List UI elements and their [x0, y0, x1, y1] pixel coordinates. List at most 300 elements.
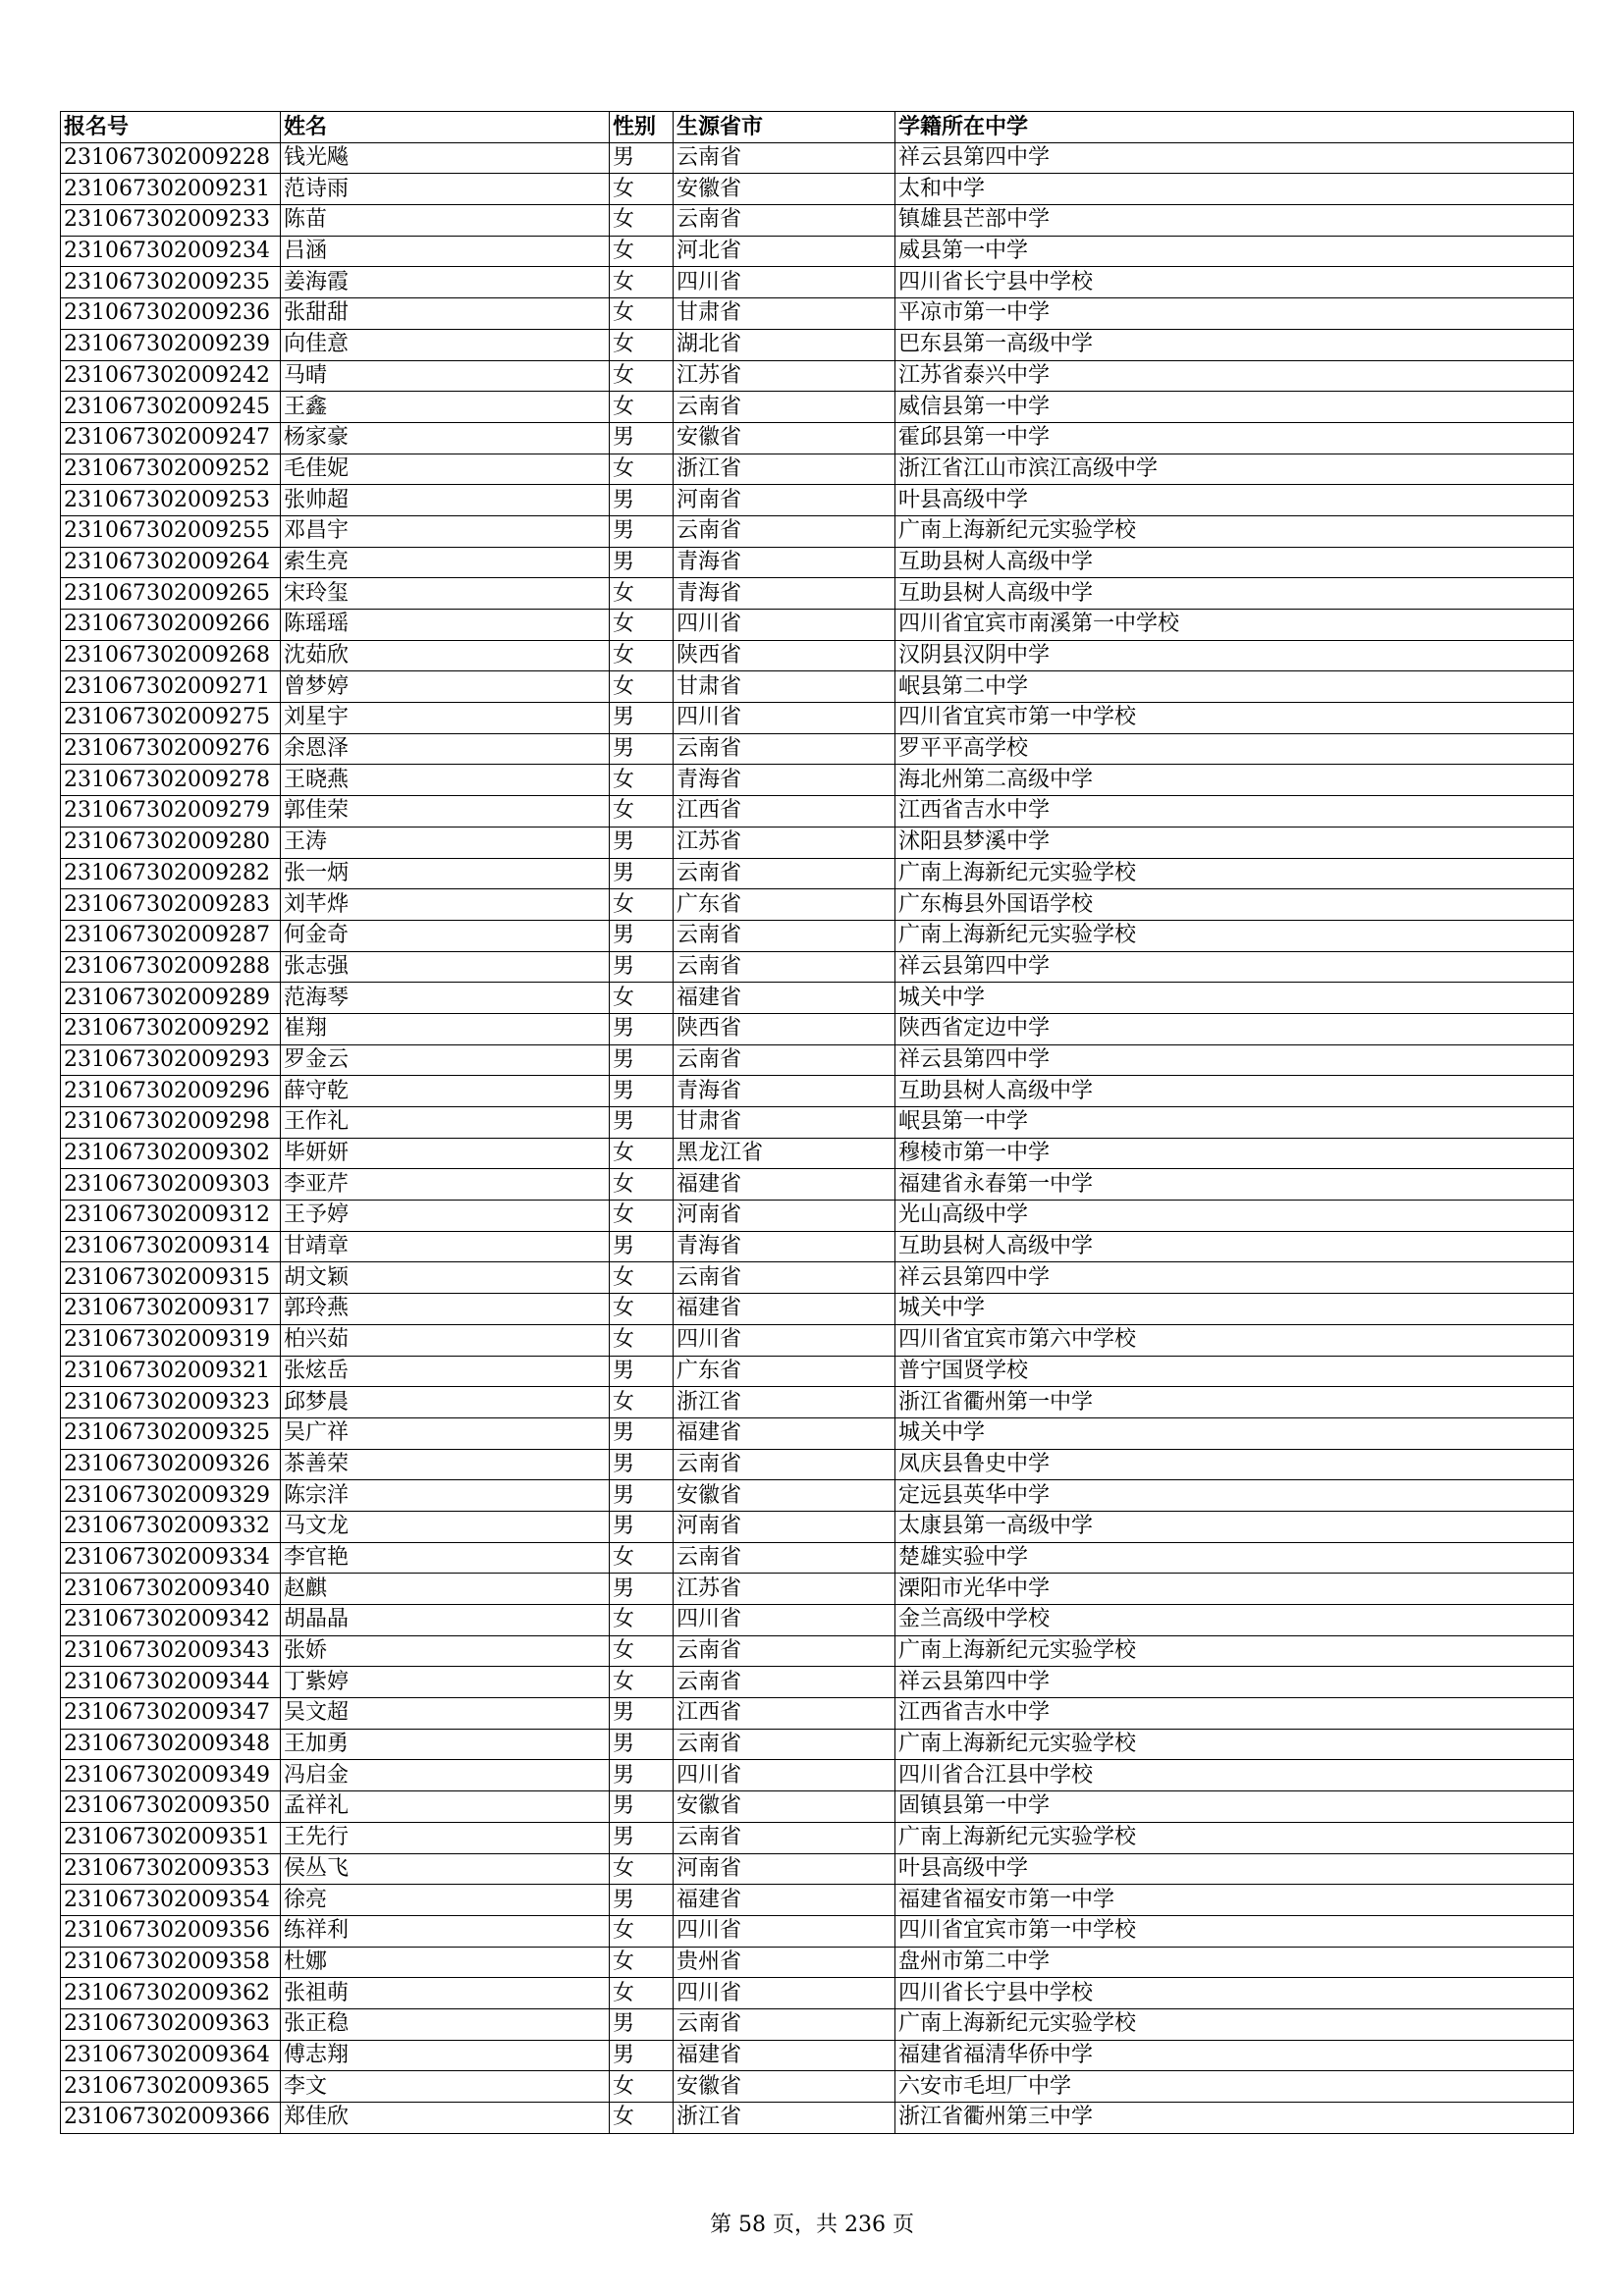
school-cell: 四川省宜宾市南溪第一中学校: [895, 610, 1574, 641]
gender-cell: 女: [610, 765, 674, 796]
province-cell: 甘肃省: [674, 671, 895, 703]
registration-number-cell: 231067302009358: [61, 1947, 281, 1978]
province-cell: 云南省: [674, 1667, 895, 1698]
school-cell: 霍邱县第一中学: [895, 422, 1574, 454]
school-cell: 广南上海新纪元实验学校: [895, 515, 1574, 547]
gender-cell: 男: [610, 547, 674, 578]
gender-cell: 女: [610, 1667, 674, 1698]
registration-number-cell: 231067302009323: [61, 1387, 281, 1418]
registration-number-cell: 231067302009356: [61, 1915, 281, 1947]
table-row: [61, 1294, 1574, 1325]
province-cell: 浙江省: [674, 2103, 895, 2134]
name-cell: 杨家豪: [281, 422, 610, 454]
province-cell: 安徽省: [674, 422, 895, 454]
gender-cell: 女: [610, 1294, 674, 1325]
registration-number-cell: 231067302009282: [61, 858, 281, 889]
gender-cell: 男: [610, 1449, 674, 1480]
name-cell: 王鑫: [281, 392, 610, 423]
province-cell: 四川省: [674, 1324, 895, 1356]
name-cell: 胡文颖: [281, 1262, 610, 1294]
province-cell: 福建省: [674, 1885, 895, 1916]
header-row: [61, 112, 1574, 143]
province-cell: 河南省: [674, 1201, 895, 1232]
gender-cell: 男: [610, 1698, 674, 1730]
school-cell: 叶县高级中学: [895, 1853, 1574, 1885]
table-row: [61, 1324, 1574, 1356]
table-row: [61, 2071, 1574, 2103]
registration-number-cell: 231067302009350: [61, 1791, 281, 1823]
province-cell: 四川省: [674, 610, 895, 641]
province-cell: 四川省: [674, 1915, 895, 1947]
province-cell: 广东省: [674, 1356, 895, 1387]
province-cell: 云南省: [674, 2008, 895, 2040]
gender-cell: 女: [610, 671, 674, 703]
registration-number-cell: 231067302009252: [61, 454, 281, 485]
registration-number-cell: 231067302009245: [61, 392, 281, 423]
province-cell: 云南省: [674, 515, 895, 547]
gender-cell: 女: [610, 1915, 674, 1947]
name-cell: 刘芊烨: [281, 889, 610, 921]
province-cell: 云南省: [674, 858, 895, 889]
registration-number-cell: 231067302009283: [61, 889, 281, 921]
registration-number-cell: 231067302009231: [61, 174, 281, 205]
registration-number-cell: 231067302009312: [61, 1201, 281, 1232]
province-cell: 云南省: [674, 951, 895, 983]
school-cell: 广南上海新纪元实验学校: [895, 920, 1574, 951]
name-cell: 吕涵: [281, 236, 610, 267]
table-row: [61, 951, 1574, 983]
province-cell: 四川省: [674, 1978, 895, 2009]
province-cell: 四川省: [674, 267, 895, 298]
school-cell: 罗平平高学校: [895, 733, 1574, 765]
name-cell: 余恩泽: [281, 733, 610, 765]
gender-cell: 女: [610, 2071, 674, 2103]
school-cell: 溧阳市光华中学: [895, 1574, 1574, 1605]
registration-number-cell: 231067302009228: [61, 142, 281, 174]
registration-number-cell: 231067302009233: [61, 205, 281, 237]
table-row: [61, 703, 1574, 734]
gender-cell: 女: [610, 1542, 674, 1574]
registration-number-cell: 231067302009280: [61, 827, 281, 858]
table-row: [61, 765, 1574, 796]
name-cell: 宋玲玺: [281, 578, 610, 610]
name-cell: 王涛: [281, 827, 610, 858]
name-cell: 向佳意: [281, 329, 610, 360]
province-cell: 云南省: [674, 142, 895, 174]
name-cell: 丁紫婷: [281, 1667, 610, 1698]
gender-cell: 男: [610, 1076, 674, 1107]
gender-cell: 男: [610, 1231, 674, 1262]
gender-cell: 女: [610, 454, 674, 485]
gender-cell: 女: [610, 392, 674, 423]
school-cell: 巴东县第一高级中学: [895, 329, 1574, 360]
registration-number-cell: 231067302009239: [61, 329, 281, 360]
registration-number-cell: 231067302009329: [61, 1480, 281, 1512]
name-cell: 毛佳妮: [281, 454, 610, 485]
table-row: [61, 1574, 1574, 1605]
name-cell: 侯丛飞: [281, 1853, 610, 1885]
registration-number-cell: 231067302009362: [61, 1978, 281, 2009]
school-cell: 城关中学: [895, 1294, 1574, 1325]
registration-number-cell: 231067302009343: [61, 1635, 281, 1667]
registration-number-cell: 231067302009236: [61, 298, 281, 330]
table-row: [61, 1387, 1574, 1418]
name-cell: 杜娜: [281, 1947, 610, 1978]
table-row: [61, 1667, 1574, 1698]
registration-number-cell: 231067302009321: [61, 1356, 281, 1387]
province-cell: 福建省: [674, 983, 895, 1014]
name-cell: 张娇: [281, 1635, 610, 1667]
school-cell: 凤庆县鲁史中学: [895, 1449, 1574, 1480]
province-cell: 江西省: [674, 796, 895, 828]
table-row: [61, 1698, 1574, 1730]
province-cell: 云南省: [674, 920, 895, 951]
name-cell: 罗金云: [281, 1044, 610, 1076]
school-cell: 光山高级中学: [895, 1201, 1574, 1232]
registration-number-cell: 231067302009276: [61, 733, 281, 765]
school-cell: 叶县高级中学: [895, 485, 1574, 516]
gender-cell: 男: [610, 703, 674, 734]
header-gender: 性别: [610, 112, 674, 143]
province-cell: 甘肃省: [674, 1107, 895, 1139]
table-row: [61, 1044, 1574, 1076]
header-registration-number: 报名号: [61, 112, 281, 143]
gender-cell: 男: [610, 1044, 674, 1076]
school-cell: 六安市毛坦厂中学: [895, 2071, 1574, 2103]
name-cell: 薛守乾: [281, 1076, 610, 1107]
school-cell: 广南上海新纪元实验学校: [895, 1729, 1574, 1760]
name-cell: 李亚芹: [281, 1169, 610, 1201]
table-row: [61, 1947, 1574, 1978]
table-row: [61, 920, 1574, 951]
school-cell: 四川省合江县中学校: [895, 1760, 1574, 1791]
table-row: [61, 2040, 1574, 2071]
registration-number-cell: 231067302009234: [61, 236, 281, 267]
school-cell: 四川省长宁县中学校: [895, 1978, 1574, 2009]
school-cell: 四川省宜宾市第六中学校: [895, 1324, 1574, 1356]
province-cell: 云南省: [674, 1044, 895, 1076]
gender-cell: 女: [610, 1262, 674, 1294]
gender-cell: 女: [610, 1324, 674, 1356]
school-cell: 岷县第二中学: [895, 671, 1574, 703]
gender-cell: 女: [610, 889, 674, 921]
school-cell: 汉阴县汉阴中学: [895, 640, 1574, 671]
registration-number-cell: 231067302009293: [61, 1044, 281, 1076]
province-cell: 云南省: [674, 392, 895, 423]
registration-number-cell: 231067302009348: [61, 1729, 281, 1760]
table-row: [61, 360, 1574, 392]
gender-cell: 女: [610, 1605, 674, 1636]
name-cell: 索生亮: [281, 547, 610, 578]
name-cell: 邓昌宇: [281, 515, 610, 547]
table-row: [61, 1480, 1574, 1512]
registration-number-cell: 231067302009298: [61, 1107, 281, 1139]
province-cell: 四川省: [674, 1760, 895, 1791]
school-cell: 城关中学: [895, 983, 1574, 1014]
school-cell: 岷县第一中学: [895, 1107, 1574, 1139]
table-row: [61, 2103, 1574, 2134]
gender-cell: 女: [610, 1169, 674, 1201]
school-cell: 金兰高级中学校: [895, 1605, 1574, 1636]
school-cell: 镇雄县芒部中学: [895, 205, 1574, 237]
table-row: [61, 1169, 1574, 1201]
table-row: [61, 547, 1574, 578]
province-cell: 青海省: [674, 1076, 895, 1107]
province-cell: 福建省: [674, 2040, 895, 2071]
province-cell: 云南省: [674, 205, 895, 237]
school-cell: 互助县树人高级中学: [895, 1076, 1574, 1107]
name-cell: 马晴: [281, 360, 610, 392]
table-row: [61, 1760, 1574, 1791]
school-cell: 广南上海新纪元实验学校: [895, 1822, 1574, 1853]
province-cell: 浙江省: [674, 1387, 895, 1418]
gender-cell: 女: [610, 1138, 674, 1169]
name-cell: 何金奇: [281, 920, 610, 951]
table-row: [61, 236, 1574, 267]
gender-cell: 女: [610, 1387, 674, 1418]
gender-cell: 女: [610, 578, 674, 610]
province-cell: 四川省: [674, 703, 895, 734]
gender-cell: 男: [610, 515, 674, 547]
roster-body: [61, 142, 1574, 2133]
name-cell: 陈宗洋: [281, 1480, 610, 1512]
gender-cell: 女: [610, 640, 674, 671]
roster-table: [60, 111, 1574, 2134]
table-row: [61, 267, 1574, 298]
school-cell: 楚雄实验中学: [895, 1542, 1574, 1574]
name-cell: 马文龙: [281, 1511, 610, 1542]
registration-number-cell: 231067302009363: [61, 2008, 281, 2040]
gender-cell: 男: [610, 1791, 674, 1823]
table-row: [61, 889, 1574, 921]
table-row: [61, 454, 1574, 485]
header-school: 学籍所在中学: [895, 112, 1574, 143]
table-row: [61, 1978, 1574, 2009]
name-cell: 郭佳荣: [281, 796, 610, 828]
registration-number-cell: 231067302009366: [61, 2103, 281, 2134]
school-cell: 陕西省定边中学: [895, 1013, 1574, 1044]
province-cell: 江苏省: [674, 360, 895, 392]
table-row: [61, 2008, 1574, 2040]
gender-cell: 男: [610, 1511, 674, 1542]
registration-number-cell: 231067302009266: [61, 610, 281, 641]
table-row: [61, 205, 1574, 237]
gender-cell: 女: [610, 1947, 674, 1978]
school-cell: 祥云县第四中学: [895, 1667, 1574, 1698]
gender-cell: 女: [610, 1853, 674, 1885]
table-row: [61, 578, 1574, 610]
school-cell: 四川省宜宾市第一中学校: [895, 703, 1574, 734]
gender-cell: 男: [610, 2040, 674, 2071]
registration-number-cell: 231067302009351: [61, 1822, 281, 1853]
table-row: [61, 298, 1574, 330]
school-cell: 浙江省衢州第三中学: [895, 2103, 1574, 2134]
school-cell: 固镇县第一中学: [895, 1791, 1574, 1823]
school-cell: 祥云县第四中学: [895, 1262, 1574, 1294]
school-cell: 江西省吉水中学: [895, 1698, 1574, 1730]
registration-number-cell: 231067302009353: [61, 1853, 281, 1885]
school-cell: 江西省吉水中学: [895, 796, 1574, 828]
name-cell: 赵麒: [281, 1574, 610, 1605]
name-cell: 郑佳欣: [281, 2103, 610, 2134]
province-cell: 四川省: [674, 1605, 895, 1636]
province-cell: 青海省: [674, 547, 895, 578]
school-cell: 祥云县第四中学: [895, 1044, 1574, 1076]
province-cell: 福建省: [674, 1417, 895, 1449]
table-row: [61, 1822, 1574, 1853]
table-row: [61, 485, 1574, 516]
registration-number-cell: 231067302009265: [61, 578, 281, 610]
province-cell: 福建省: [674, 1169, 895, 1201]
table-row: [61, 142, 1574, 174]
school-cell: 互助县树人高级中学: [895, 547, 1574, 578]
province-cell: 河南省: [674, 485, 895, 516]
registration-number-cell: 231067302009317: [61, 1294, 281, 1325]
registration-number-cell: 231067302009354: [61, 1885, 281, 1916]
school-cell: 江苏省泰兴中学: [895, 360, 1574, 392]
gender-cell: 男: [610, 485, 674, 516]
province-cell: 安徽省: [674, 2071, 895, 2103]
province-cell: 青海省: [674, 578, 895, 610]
table-row: [61, 1729, 1574, 1760]
header-name: 姓名: [281, 112, 610, 143]
registration-number-cell: 231067302009292: [61, 1013, 281, 1044]
registration-number-cell: 231067302009332: [61, 1511, 281, 1542]
page-number: 第 58 页，共 236 页: [710, 2213, 914, 2237]
school-cell: 浙江省江山市滨江高级中学: [895, 454, 1574, 485]
gender-cell: 女: [610, 360, 674, 392]
registration-number-cell: 231067302009264: [61, 547, 281, 578]
province-cell: 江苏省: [674, 827, 895, 858]
table-row: [61, 640, 1574, 671]
registration-number-cell: 231067302009325: [61, 1417, 281, 1449]
gender-cell: 女: [610, 267, 674, 298]
name-cell: 陈苗: [281, 205, 610, 237]
school-cell: 广南上海新纪元实验学校: [895, 1635, 1574, 1667]
table-row: [61, 1605, 1574, 1636]
name-cell: 张甜甜: [281, 298, 610, 330]
school-cell: 太康县第一高级中学: [895, 1511, 1574, 1542]
province-cell: 安徽省: [674, 174, 895, 205]
registration-number-cell: 231067302009242: [61, 360, 281, 392]
school-cell: 海北州第二高级中学: [895, 765, 1574, 796]
registration-number-cell: 231067302009344: [61, 1667, 281, 1698]
gender-cell: 男: [610, 1760, 674, 1791]
name-cell: 王先行: [281, 1822, 610, 1853]
gender-cell: 男: [610, 1480, 674, 1512]
table-row: [61, 1231, 1574, 1262]
registration-number-cell: 231067302009296: [61, 1076, 281, 1107]
table-row: [61, 858, 1574, 889]
table-row: [61, 1635, 1574, 1667]
registration-number-cell: 231067302009319: [61, 1324, 281, 1356]
header-province: 生源省市: [674, 112, 895, 143]
name-cell: 曾梦婷: [281, 671, 610, 703]
table-row: [61, 1107, 1574, 1139]
province-cell: 云南省: [674, 1449, 895, 1480]
registration-number-cell: 231067302009342: [61, 1605, 281, 1636]
gender-cell: 男: [610, 1885, 674, 1916]
school-cell: 盘州市第二中学: [895, 1947, 1574, 1978]
name-cell: 徐亮: [281, 1885, 610, 1916]
name-cell: 王加勇: [281, 1729, 610, 1760]
table-row: [61, 1915, 1574, 1947]
registration-number-cell: 231067302009349: [61, 1760, 281, 1791]
gender-cell: 女: [610, 796, 674, 828]
gender-cell: 女: [610, 1978, 674, 2009]
registration-number-cell: 231067302009235: [61, 267, 281, 298]
table-row: [61, 1542, 1574, 1574]
registration-number-cell: 231067302009315: [61, 1262, 281, 1294]
school-cell: 广东梅县外国语学校: [895, 889, 1574, 921]
name-cell: 张正稳: [281, 2008, 610, 2040]
table-row: [61, 1076, 1574, 1107]
province-cell: 云南省: [674, 733, 895, 765]
name-cell: 甘靖章: [281, 1231, 610, 1262]
school-cell: 平凉市第一中学: [895, 298, 1574, 330]
table-row: [61, 1511, 1574, 1542]
province-cell: 河南省: [674, 1853, 895, 1885]
table-row: [61, 733, 1574, 765]
registration-number-cell: 231067302009365: [61, 2071, 281, 2103]
name-cell: 张志强: [281, 951, 610, 983]
school-cell: 太和中学: [895, 174, 1574, 205]
table-row: [61, 610, 1574, 641]
name-cell: 刘星宇: [281, 703, 610, 734]
name-cell: 柏兴茹: [281, 1324, 610, 1356]
gender-cell: 男: [610, 1013, 674, 1044]
school-cell: 城关中学: [895, 1417, 1574, 1449]
gender-cell: 女: [610, 174, 674, 205]
name-cell: 陈瑶瑶: [281, 610, 610, 641]
gender-cell: 男: [610, 1729, 674, 1760]
table-row: [61, 329, 1574, 360]
name-cell: 范海琴: [281, 983, 610, 1014]
table-row: [61, 1201, 1574, 1232]
school-cell: 浙江省衢州第一中学: [895, 1387, 1574, 1418]
registration-number-cell: 231067302009303: [61, 1169, 281, 1201]
name-cell: 冯启金: [281, 1760, 610, 1791]
table-row: [61, 515, 1574, 547]
registration-number-cell: 231067302009288: [61, 951, 281, 983]
table-row: [61, 1138, 1574, 1169]
school-cell: 沭阳县梦溪中学: [895, 827, 1574, 858]
name-cell: 王作礼: [281, 1107, 610, 1139]
gender-cell: 男: [610, 1822, 674, 1853]
gender-cell: 女: [610, 236, 674, 267]
registration-number-cell: 231067302009287: [61, 920, 281, 951]
registration-number-cell: 231067302009340: [61, 1574, 281, 1605]
province-cell: 广东省: [674, 889, 895, 921]
gender-cell: 男: [610, 422, 674, 454]
gender-cell: 男: [610, 951, 674, 983]
table-row: [61, 174, 1574, 205]
table-row: [61, 827, 1574, 858]
table-row: [61, 1417, 1574, 1449]
name-cell: 邱梦晨: [281, 1387, 610, 1418]
gender-cell: 男: [610, 1574, 674, 1605]
registration-number-cell: 231067302009275: [61, 703, 281, 734]
school-cell: 福建省福清华侨中学: [895, 2040, 1574, 2071]
gender-cell: 男: [610, 1107, 674, 1139]
gender-cell: 女: [610, 610, 674, 641]
registration-number-cell: 231067302009289: [61, 983, 281, 1014]
table-row: [61, 1013, 1574, 1044]
school-cell: 穆棱市第一中学: [895, 1138, 1574, 1169]
name-cell: 王予婷: [281, 1201, 610, 1232]
province-cell: 安徽省: [674, 1791, 895, 1823]
province-cell: 河南省: [674, 1511, 895, 1542]
